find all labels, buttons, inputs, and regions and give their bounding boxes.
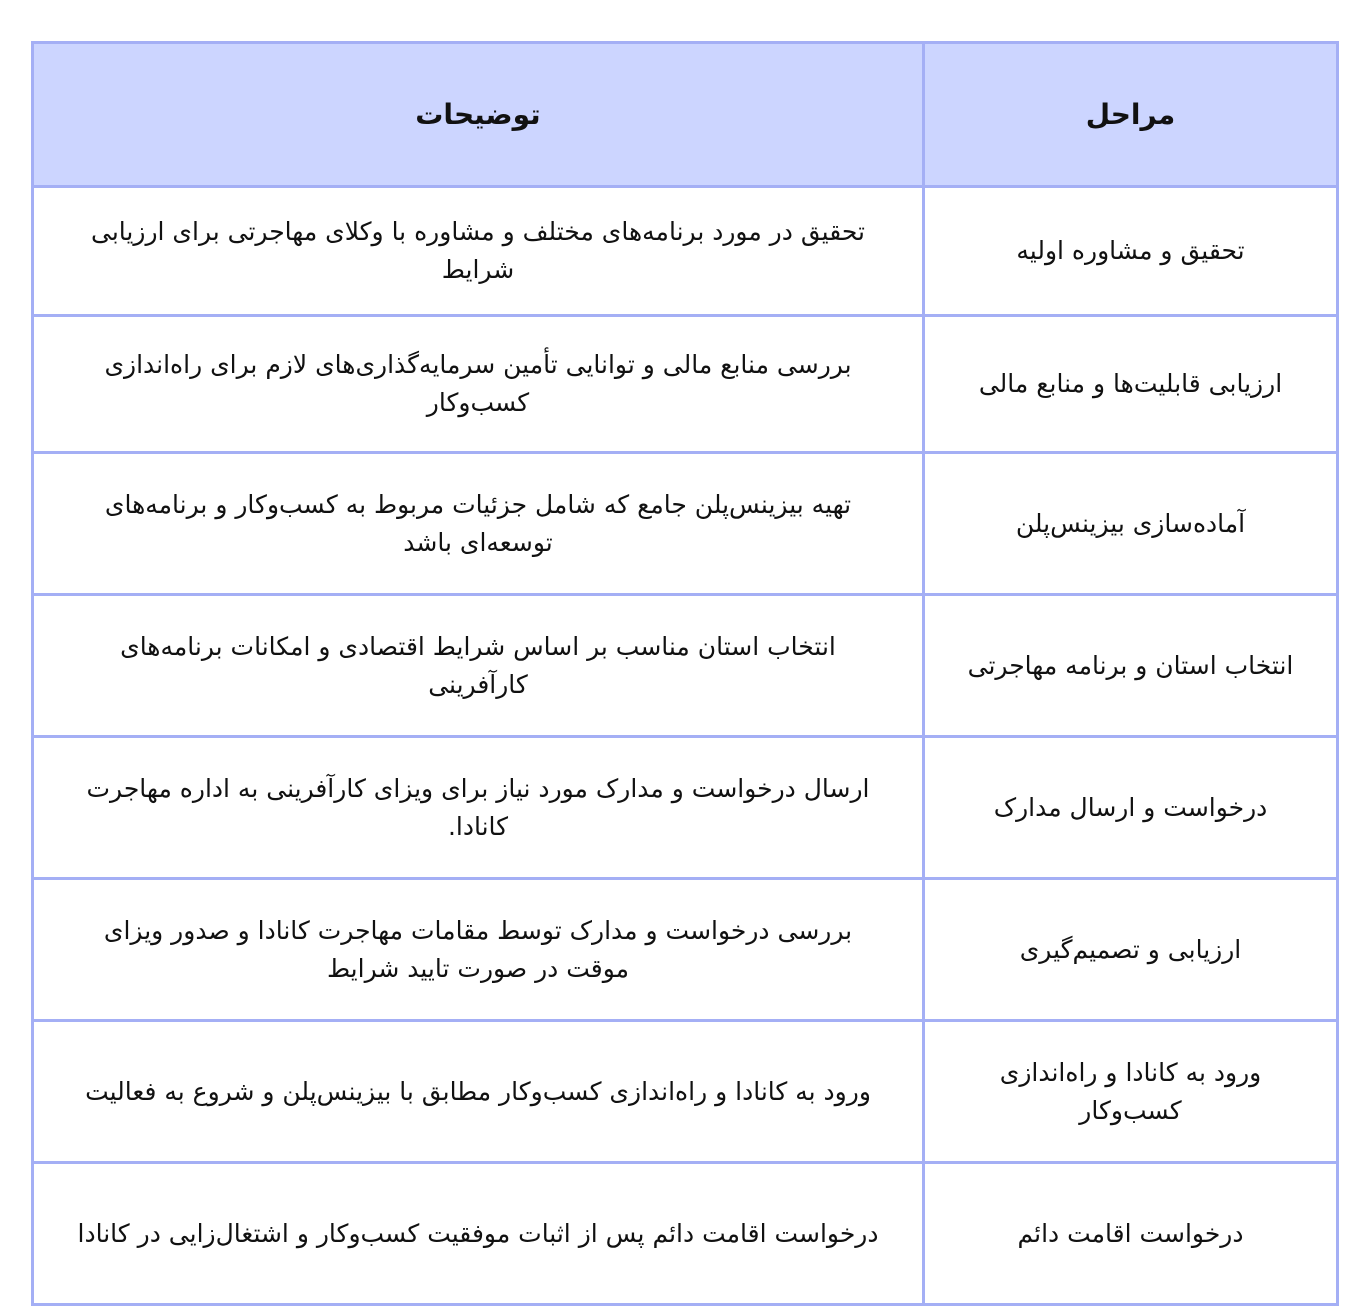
table-header-row (33, 43, 1338, 187)
table-row (33, 1163, 1338, 1305)
description-cell: بررسی درخواست و مدارک توسط مقامات مهاجرت کانادا و صدور ویزای موقت در صورت تایید شرایط (33, 879, 924, 1021)
step-cell: ورود به کانادا و راه‌اندازی کسب‌وکار (924, 1021, 1338, 1163)
header-description: توضیحات (33, 43, 924, 187)
step-cell: ارزیابی و تصمیم‌گیری (924, 879, 1338, 1021)
step-cell: تحقیق و مشاوره اولیه (924, 187, 1338, 316)
description-cell: تهیه بیزینس‌پلن جامع که شامل جزئیات مربوط به کسب‌وکار و برنامه‌های توسعه‌ای باشد (33, 453, 924, 595)
description-cell: ارسال درخواست و مدارک مورد نیاز برای ویزای کارآفرینی به اداره مهاجرت کانادا. (33, 737, 924, 879)
description-cell: بررسی منابع مالی و توانایی تأمین سرمایه‌گذاری‌های لازم برای راه‌اندازی کسب‌وکار (33, 316, 924, 453)
step-cell: انتخاب استان و برنامه مهاجرتی (924, 595, 1338, 737)
description-cell: تحقیق در مورد برنامه‌های مختلف و مشاوره با وکلای مهاجرتی برای ارزیابی شرایط (33, 187, 924, 316)
table-row (33, 595, 1338, 737)
table-row (33, 1021, 1338, 1163)
steps-table-container (31, 41, 1336, 1306)
description-cell: ورود به کانادا و راه‌اندازی کسب‌وکار مطابق با بیزینس‌پلن و شروع به فعالیت (33, 1021, 924, 1163)
header-steps: مراحل (924, 43, 1338, 187)
step-cell: درخواست و ارسال مدارک (924, 737, 1338, 879)
table-row (33, 187, 1338, 316)
description-cell: درخواست اقامت دائم پس از اثبات موفقیت کسب‌وکار و اشتغال‌زایی در کانادا (33, 1163, 924, 1305)
table-row (33, 316, 1338, 453)
table-row (33, 453, 1338, 595)
step-cell: ارزیابی قابلیت‌ها و منابع مالی (924, 316, 1338, 453)
table-row (33, 879, 1338, 1021)
table-row (33, 737, 1338, 879)
steps-table (31, 41, 1339, 1306)
step-cell: درخواست اقامت دائم (924, 1163, 1338, 1305)
step-cell: آماده‌سازی بیزینس‌پلن (924, 453, 1338, 595)
description-cell: انتخاب استان مناسب بر اساس شرایط اقتصادی و امکانات برنامه‌های کارآفرینی (33, 595, 924, 737)
